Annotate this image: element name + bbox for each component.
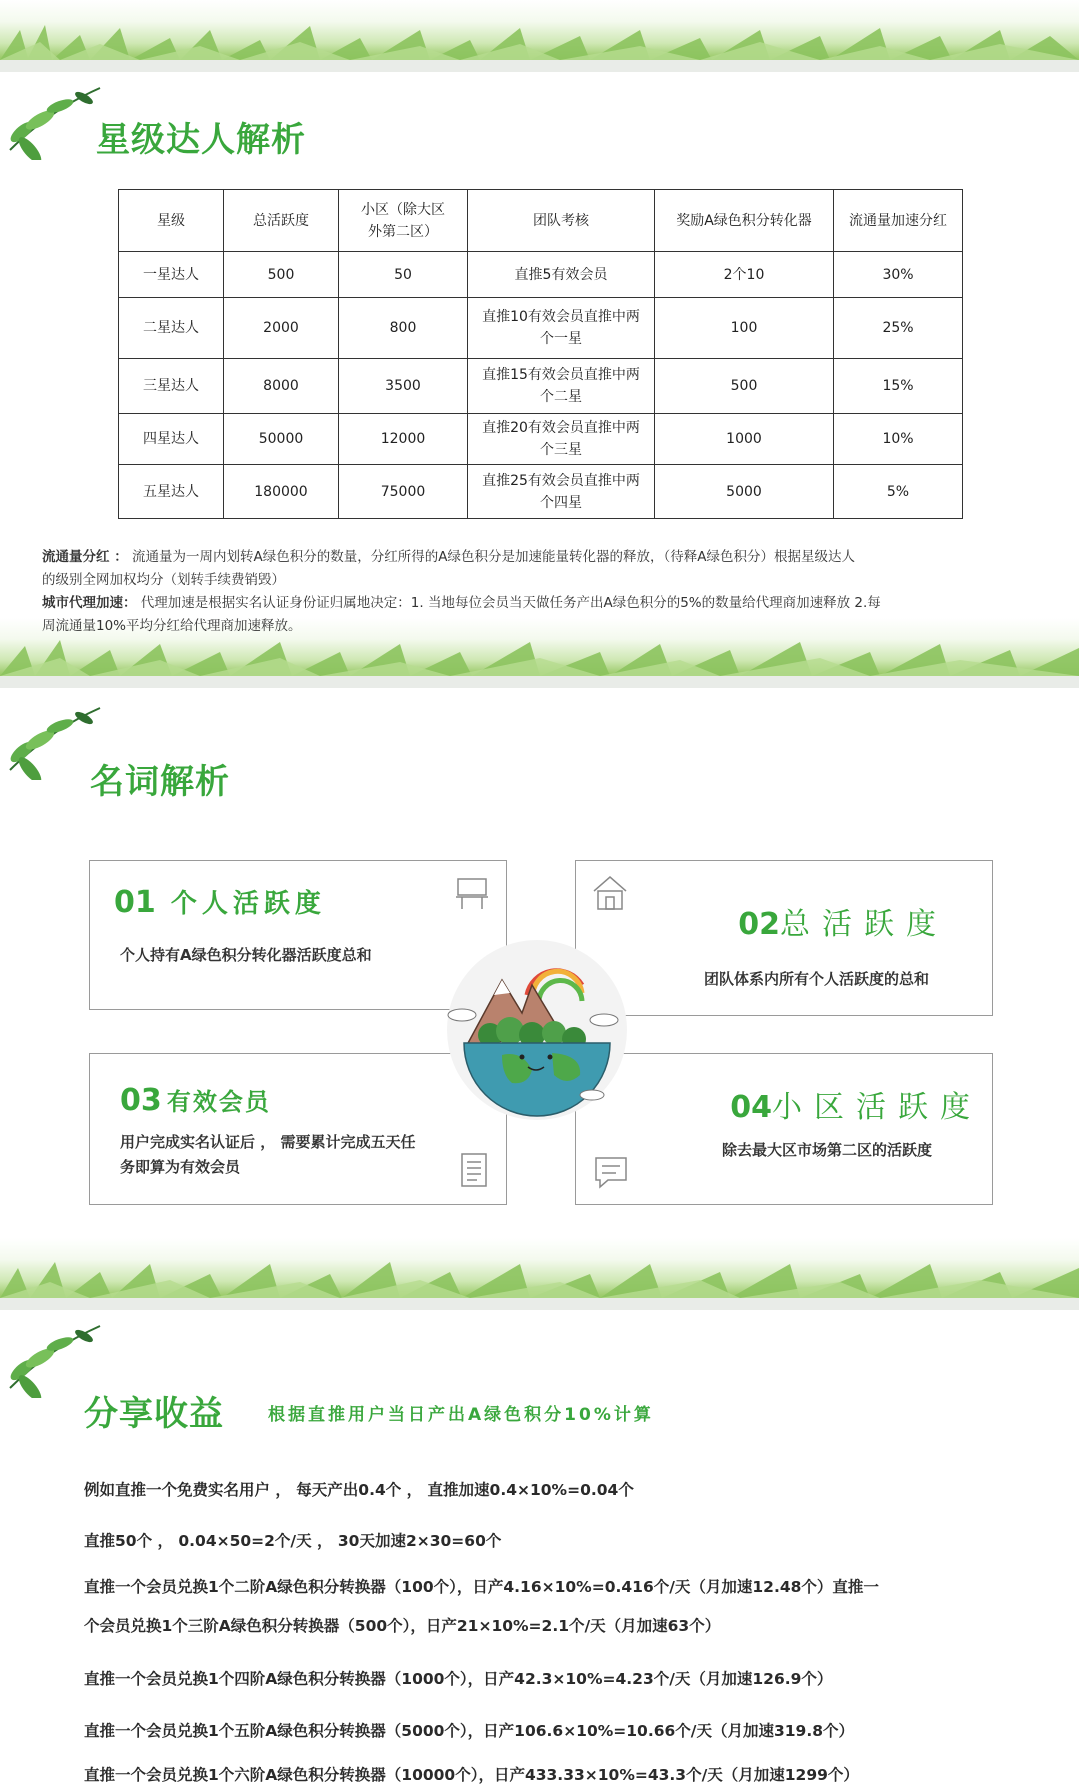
cell-team bbox=[468, 252, 655, 298]
card-title: 个人活跃度 bbox=[170, 889, 326, 919]
cell-level: 五星达人 bbox=[119, 465, 224, 519]
card-description: 个人持有A绿色积分转化器活跃度总和 bbox=[120, 946, 372, 964]
cell-team-line2: 个四星 bbox=[540, 494, 582, 511]
share-line: 直推一个会员兑换1个六阶A绿色积分转换器（10000个），日产433.33×10%=43.3个/天（月加速1299个） bbox=[84, 1766, 859, 1784]
cell-small: 12000 bbox=[339, 414, 468, 465]
share-line: 个会员兑换1个三阶A绿色积分转换器（500个），日产21×10%=2.1个/天（月加速63个） bbox=[84, 1617, 721, 1635]
share-line: 直推50个 ， 0.04×50=2个/天 ， 30天加速2×30=60个 bbox=[84, 1532, 502, 1550]
cell-small: 50 bbox=[339, 252, 468, 298]
share-line: 直推一个会员兑换1个二阶A绿色积分转换器（100个），日产4.16×10%=0.416个/天（月加速12.48个）直推一 bbox=[84, 1578, 879, 1596]
note-text: 代理加速是根据实名认证身份证归属地决定：1. 当地每位会员当天做任务产出A绿色积分的5%的数量给代理商加速释放 2.每 bbox=[136, 595, 881, 611]
cell-reward: 500 bbox=[655, 359, 834, 414]
card-title: 小区活跃度 bbox=[772, 1090, 982, 1125]
share-line: 直推一个会员兑换1个五阶A绿色积分转换器（5000个），日产106.6×10%=10.66个/天（月加速319.8个） bbox=[84, 1722, 854, 1740]
cell-bonus: 15% bbox=[834, 359, 963, 414]
header-level: 星级 bbox=[119, 190, 224, 252]
card-description bbox=[120, 1130, 415, 1180]
share-line: 直推一个会员兑换1个四阶A绿色积分转换器（1000个），日产42.3×10%=4.23个/天（月加速126.9个） bbox=[84, 1670, 833, 1688]
leaf-branch-icon bbox=[0, 80, 110, 160]
cell-level: 三星达人 bbox=[119, 359, 224, 414]
grass-banner-top bbox=[0, 0, 1079, 72]
cell-total: 8000 bbox=[224, 359, 339, 414]
note-text: 流通量为一周内划转A绿色积分的数量，分红所得的A绿色积分是加速能量转化器的释放，（待释A绿色积分）根据星级达人 bbox=[127, 549, 855, 565]
table-row bbox=[119, 298, 963, 359]
note-label: 流通量分红 ： bbox=[42, 549, 128, 565]
share-subtitle: 根据直推用户当日产出A绿色积分10%计算 bbox=[268, 1405, 654, 1425]
cell-total: 2000 bbox=[224, 298, 339, 359]
table-row bbox=[119, 465, 963, 519]
cell-small: 3500 bbox=[339, 359, 468, 414]
share-line: 例如直推一个免费实名用户 ， 每天产出0.4个 ， 直推加速0.4×10%=0.04个 bbox=[84, 1481, 634, 1499]
cell-team-line2: 个三星 bbox=[540, 442, 582, 458]
cell-bonus: 5% bbox=[834, 465, 963, 519]
note-text-line2: 的级别全网加权均分（划转手续费销毁） bbox=[42, 572, 285, 588]
header-bonus: 流通量加速分红 bbox=[834, 190, 963, 252]
note-label: 城市代理加速： bbox=[42, 595, 137, 611]
cell-level: 四星达人 bbox=[119, 414, 224, 465]
cell-team-line1: 直推25有效会员直推中两 bbox=[482, 472, 640, 489]
section-title-share-earnings: 分享收益 bbox=[84, 1394, 224, 1434]
cell-total: 180000 bbox=[224, 465, 339, 519]
cell-team bbox=[468, 298, 655, 359]
cell-reward: 100 bbox=[655, 298, 834, 359]
cell-total: 50000 bbox=[224, 414, 339, 465]
header-total-activity: 总活跃度 bbox=[224, 190, 339, 252]
header-small-area bbox=[339, 190, 468, 252]
section-title-star-levels: 星级达人解析 bbox=[96, 120, 306, 160]
card-title: 有效会员 bbox=[166, 1088, 271, 1116]
card-number: 01 bbox=[114, 885, 156, 920]
grass-banner-middle-2 bbox=[0, 1238, 1079, 1310]
cell-team-line1: 直推20有效会员直推中两 bbox=[482, 420, 640, 436]
star-notes bbox=[42, 546, 1042, 638]
document-icon bbox=[458, 1152, 492, 1190]
section-title-terms: 名词解析 bbox=[90, 762, 230, 802]
header-small-area-line1: 小区（除大区 bbox=[361, 201, 445, 218]
card-description: 团队体系内所有个人活跃度的总和 bbox=[704, 970, 930, 988]
table-header-row bbox=[119, 190, 963, 252]
cell-team-line2: 个二星 bbox=[540, 389, 582, 405]
chat-icon bbox=[592, 1154, 630, 1190]
cell-bonus: 10% bbox=[834, 414, 963, 465]
cell-team bbox=[468, 359, 655, 414]
earth-mountain-illustration bbox=[432, 935, 642, 1125]
cell-reward: 1000 bbox=[655, 414, 834, 465]
header-reward: 奖励A绿色积分转化器 bbox=[655, 190, 834, 252]
card-description-line1: 用户完成实名认证后 ， 需要累计完成五天任 bbox=[120, 1133, 416, 1151]
table-row bbox=[119, 414, 963, 465]
card-number: 03 bbox=[120, 1083, 162, 1118]
card-description: 除去最大区市场第二区的活跃度 bbox=[722, 1141, 933, 1159]
cell-team-line1: 直推10有效会员直推中两 bbox=[482, 309, 640, 325]
header-team-check: 团队考核 bbox=[468, 190, 655, 252]
cell-bonus: 25% bbox=[834, 298, 963, 359]
card-number: 02 bbox=[738, 907, 780, 942]
cell-team-line2: 个一星 bbox=[540, 331, 582, 347]
cell-reward: 2个10 bbox=[655, 252, 834, 298]
cell-level: 二星达人 bbox=[119, 298, 224, 359]
note-circulation-bonus bbox=[42, 546, 1042, 569]
star-level-table bbox=[118, 189, 963, 519]
card-title: 总活跃度 bbox=[780, 907, 948, 942]
cell-bonus: 30% bbox=[834, 252, 963, 298]
cell-reward: 5000 bbox=[655, 465, 834, 519]
cell-total: 500 bbox=[224, 252, 339, 298]
card-description-line2: 务即算为有效会员 bbox=[120, 1158, 241, 1176]
cell-team-line1: 直推5有效会员 bbox=[514, 266, 608, 283]
table-row bbox=[119, 252, 963, 298]
cell-team bbox=[468, 414, 655, 465]
cell-team bbox=[468, 465, 655, 519]
desk-icon bbox=[454, 875, 490, 911]
note-city-agent bbox=[42, 592, 1042, 615]
cell-small: 75000 bbox=[339, 465, 468, 519]
house-icon bbox=[590, 873, 630, 913]
table-row bbox=[119, 359, 963, 414]
card-number: 04 bbox=[730, 1090, 772, 1125]
cell-team-line1: 直推15有效会员直推中两 bbox=[482, 367, 640, 383]
cell-small: 800 bbox=[339, 298, 468, 359]
cell-level: 一星达人 bbox=[119, 252, 224, 298]
header-small-area-line2: 外第二区） bbox=[368, 223, 438, 240]
note-text-line2: 周流通量10%平均分红给代理商加速释放。 bbox=[42, 618, 302, 634]
